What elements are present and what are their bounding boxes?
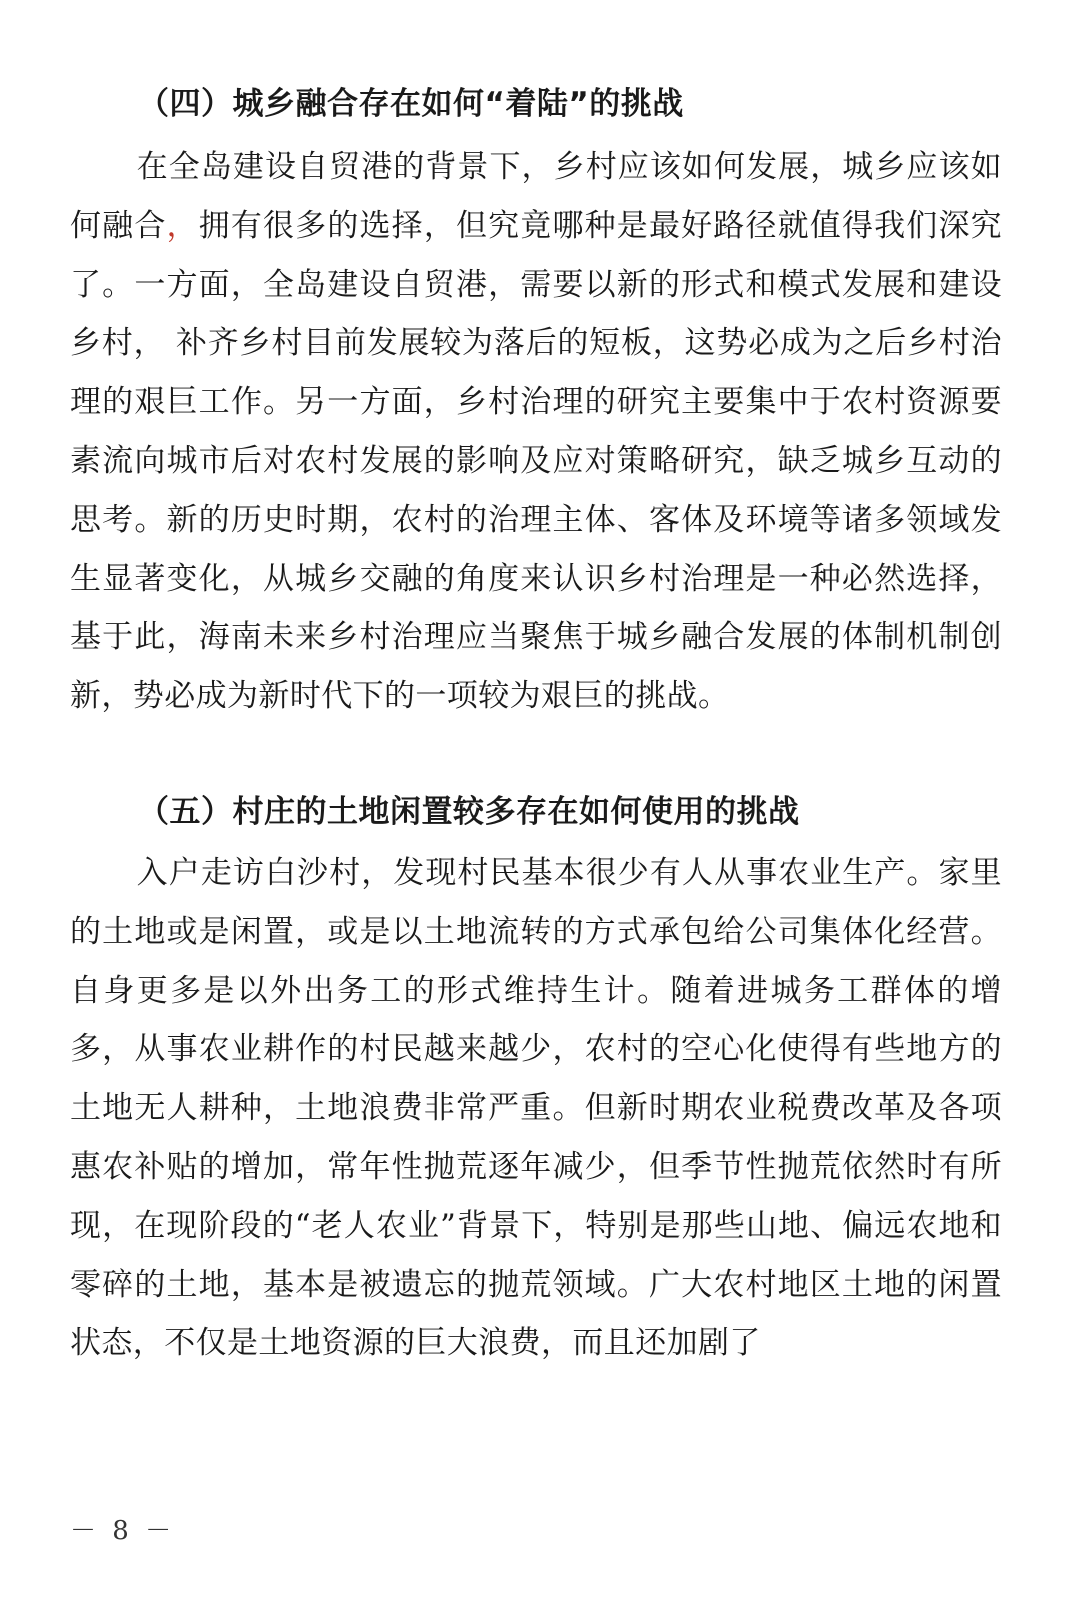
section-5-paragraph	[70, 844, 1002, 1373]
page-number: － 8 －	[70, 1516, 176, 1546]
section-4-paragraph	[70, 138, 1002, 726]
section-5-text: 入户走访白沙村，发现村民基本很少有人从事农业生产。家里的土地或是闲置，或是以土地流转的方式承包给公司集体化经营。自身更多是以外出务工的形式维持生计。随着进城务工群体的增多，从事农业耕作的村民越来越少，农村的空心化使得有些地方的土地无人耕种，土地浪费非常严重。但新时期农业税费改革及各项惠农补贴的增加，常年性抛荒逐年减少，但季节性抛荒依然时有所现，在现阶段的“老人农业”背景下，特别是那些山地、偏远农地和零碎的土地，基本是被遗忘的抛荒领域。广大农村地区土地的闲置状态，不仅是土地资源的巨大浪费，而且还加剧了	[70, 855, 1002, 1362]
section-4-red-comma: ，	[166, 207, 199, 244]
section-4-heading: （四）城乡融合存在如何“着陆”的挑战	[138, 86, 684, 122]
section-4-text-part1: 在全岛建设自贸港的背景下，乡村应该如何发展，城乡应该如何融合	[70, 149, 1002, 244]
section-4-text-part2: 拥有很多的选择，但究竟哪种是最好路径就值得我们深究了。一方面，全岛建设自贸港，需要以新的形式和模式发展和建设乡村， 补齐乡村目前发展较为落后的短板，这势必成为之后乡村治理的艰巨工作。另一方面，乡村治理的研究主要集中于农村资源要素流向城市后对农村发展的影响及应对策略研究，缺乏城乡互动的思考。新的历史时期，农村的治理主体、客体及环境等诸多领域发生显著变化，从城乡交融的角度来认识乡村治理是一种必然选择，基于此，海南未来乡村治理应当聚焦于城乡融合发展的体制机制创新，势必成为新时代下的一项较为艰巨的挑战。	[70, 207, 1003, 715]
section-5-heading: （五）村庄的土地闲置较多存在如何使用的挑战	[138, 794, 800, 830]
